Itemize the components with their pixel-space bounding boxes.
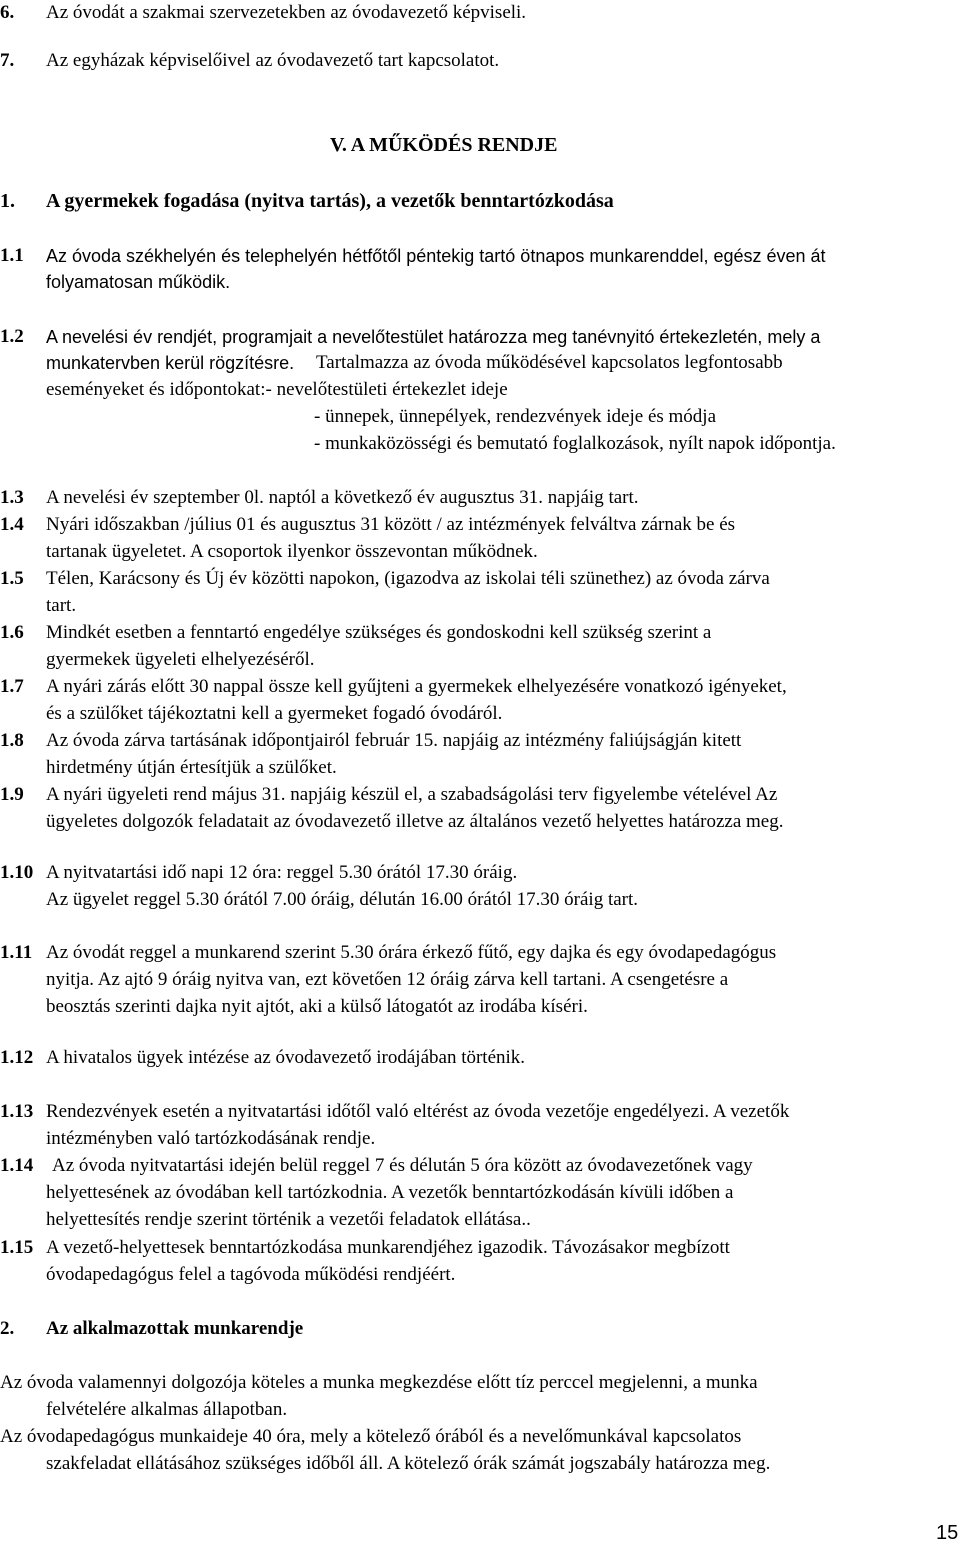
paragraph-line: intézményben való tartózkodásának rendje.: [46, 1128, 376, 1149]
chapter-title: V. A MŰKÖDÉS RENDJE: [330, 134, 558, 156]
paragraph-line: Az óvoda székhelyén és telephelyén hétfőtől péntekig tartó ötnapos munkarenddel, egész éven át: [46, 246, 826, 266]
paragraph-line: A vezető-helyettesek benntartózkodása munkarendjéhez igazodik. Távozásakor megbízott: [46, 1237, 730, 1258]
list-item: - munkaközösségi és bemutató foglalkozások, nyílt napok időpontja.: [314, 433, 836, 454]
paragraph-line: Az óvoda nyitvatartási idején belül reggel 7 és délután 5 óra között az óvodavezetőnek vagy: [52, 1155, 753, 1176]
paragraph-line: eseményeket és időpontokat:- nevelőtestületi értekezlet ideje: [46, 379, 508, 400]
item-text: Az óvodát a szakmai szervezetekben az óvodavezető képviseli.: [46, 2, 527, 23]
paragraph-number: 1.15: [0, 1237, 34, 1258]
paragraph-number: 1.4: [0, 514, 24, 535]
paragraph-line: szakfeladat ellátásához szükséges időből áll. A kötelező órák számát jogszabály határozza meg.: [46, 1453, 771, 1474]
paragraph-number: 1.7: [0, 676, 24, 697]
paragraph-line: és a szülőket tájékoztatni kell a gyermeket fogadó óvodáról.: [46, 703, 503, 724]
paragraph-line: nyitja. Az ajtó 9 óráig nyitva van, ezt követően 12 óráig zárva kell tartani. A csengetésre a: [46, 969, 729, 990]
item-number: 7.: [0, 50, 15, 71]
paragraph-number: 1.11: [0, 942, 33, 963]
paragraph-line: Rendezvények esetén a nyitvatartási időtől való eltérést az óvoda vezetője engedélyezi. A vezetők: [46, 1101, 790, 1122]
page-number: 15: [936, 1522, 959, 1544]
paragraph-number: 1.14: [0, 1155, 34, 1176]
paragraph-number: 1.6: [0, 622, 24, 643]
paragraph-line: Mindkét esetben a fenntartó engedélye szükséges és gondoskodni kell szükség szerint a: [46, 622, 712, 643]
paragraph-line: tartanak ügyeletet. A csoportok ilyenkor összevontan működnek.: [46, 541, 538, 562]
paragraph-line: A nyári zárás előtt 30 nappal össze kell gyűjteni a gyermekek elhelyezésére vonatkozó igényeket,: [46, 676, 787, 697]
paragraph-line: A hivatalos ügyek intézése az óvodavezető irodájában történik.: [46, 1047, 526, 1068]
paragraph-line: A nyitvatartási idő napi 12 óra: reggel 5.30 órától 17.30 óráig.: [46, 862, 518, 883]
paragraph-line: A nevelési év szeptember 0l. naptól a következő év augusztus 31. napjáig tart.: [46, 487, 639, 508]
item-text: Az egyházak képviselőivel az óvodavezető tart kapcsolatot.: [46, 50, 500, 71]
paragraph-line: Tartalmazza az óvoda működésével kapcsolatos legfontosabb: [316, 352, 783, 373]
paragraph-line: Az óvoda valamennyi dolgozója köteles a munka megkezdése előtt tíz perccel megjelenni, a munka: [0, 1372, 758, 1393]
paragraph-line: felvételére alkalmas állapotban.: [46, 1399, 288, 1420]
paragraph-line: Télen, Karácsony és Új év közötti napokon, (igazodva az iskolai téli szünethez) az óvoda zárva: [46, 568, 770, 589]
paragraph-line: Az óvoda zárva tartásának időpontjairól február 15. napjáig az intézmény faliújságján kitett: [46, 730, 742, 751]
item-number: 6.: [0, 2, 15, 23]
paragraph-line: tart.: [46, 595, 77, 616]
paragraph-line: helyettesének az óvodában kell tartózkodnia. A vezetők benntartózkodásán kívüli időben a: [46, 1182, 734, 1203]
list-item: - ünnepek, ünnepélyek, rendezvények ideje és módja: [314, 406, 717, 427]
paragraph-line: hirdetmény útján értesítjük a szülőket.: [46, 757, 337, 778]
paragraph-line: Az óvodát reggel a munkarend szerint 5.30 órára érkező fűtő, egy dajka és egy óvodapedagógus: [46, 942, 777, 963]
paragraph-line: Az ügyelet reggel 5.30 órától 7.00 óráig, délután 16.00 órától 17.30 óráig tart.: [46, 889, 639, 910]
section-title: Az alkalmazottak munkarendje: [46, 1318, 304, 1339]
paragraph-line: ügyeletes dolgozók feladatait az óvodavezető illetve az általános vezető helyettes határozza meg.: [46, 811, 784, 832]
paragraph-number: 1.12: [0, 1047, 34, 1068]
paragraph-line: Nyári időszakban /július 01 és augusztus 31 között / az intézmények felváltva zárnak be és: [46, 514, 736, 535]
paragraph-number: 1.3: [0, 487, 24, 508]
paragraph-number: 1.1: [0, 245, 24, 266]
paragraph-line: folyamatosan működik.: [46, 272, 231, 292]
paragraph-number: 1.13: [0, 1101, 34, 1122]
paragraph-line: A nyári ügyeleti rend május 31. napjáig készül el, a szabadságolási terv figyelembe vételével Az: [46, 784, 778, 805]
paragraph-number: 1.5: [0, 568, 24, 589]
paragraph-line: A nevelési év rendjét, programjait a nevelőtestület határozza meg tanévnyitó értekezletén, mely a: [46, 327, 821, 347]
paragraph-number: 1.8: [0, 730, 24, 751]
paragraph-line: helyettesítés rendje szerint történik a vezetői feladatok ellátása..: [46, 1209, 531, 1230]
paragraph-line: gyermekek ügyeleti elhelyezéséről.: [46, 649, 315, 670]
paragraph-number: 1.2: [0, 326, 24, 347]
paragraph-line: Az óvodapedagógus munkaideje 40 óra, mely a kötelező órából és a nevelőmunkával kapcsolatos: [0, 1426, 742, 1447]
paragraph-line: óvodapedagógus felel a tagóvoda működési rendjéért.: [46, 1264, 456, 1285]
paragraph-number: 1.10: [0, 862, 34, 883]
section-title: A gyermekek fogadása (nyitva tartás), a vezetők benntartózkodása: [46, 190, 614, 212]
paragraph-line: beosztás szerinti dajka nyit ajtót, aki a külső látogatót az irodába kíséri.: [46, 996, 588, 1017]
paragraph-number: 1.9: [0, 784, 24, 805]
section-number: 2.: [0, 1318, 15, 1339]
section-number: 1.: [0, 190, 15, 212]
paragraph-line: munkatervben kerül rögzítésre.: [46, 353, 295, 373]
